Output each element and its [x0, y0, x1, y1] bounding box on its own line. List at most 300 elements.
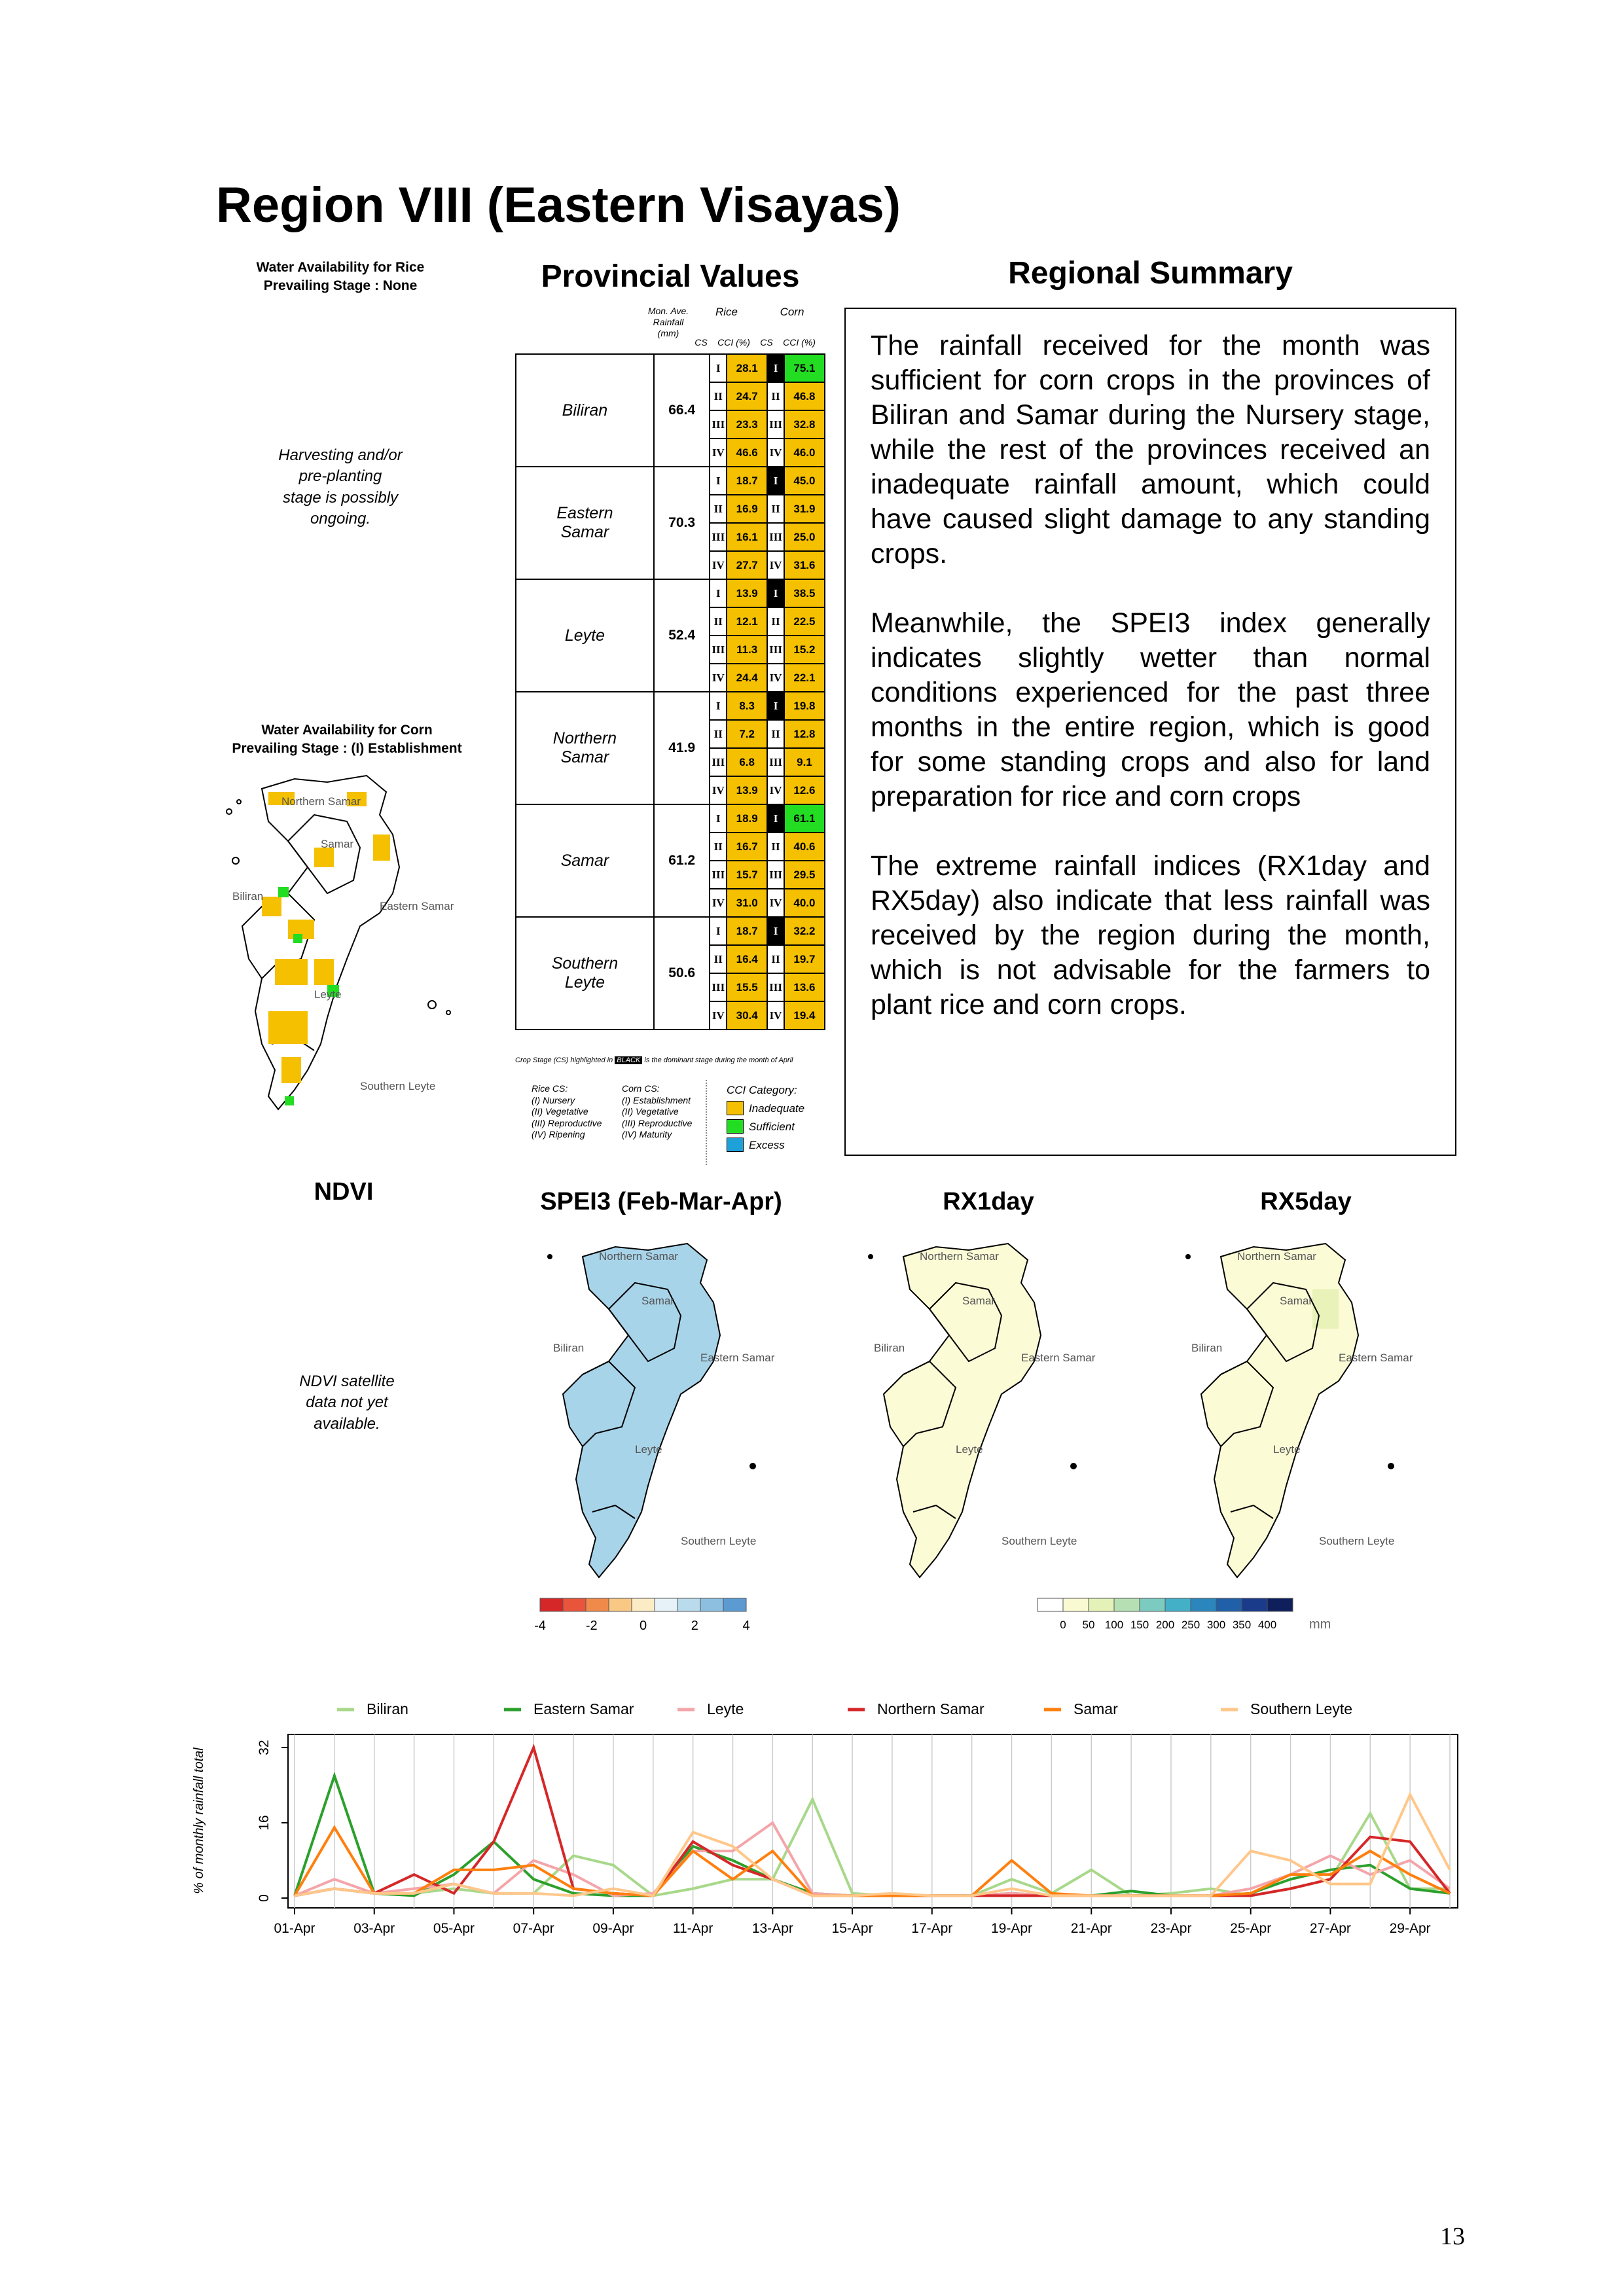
map-label-leyte: Leyte: [956, 1443, 983, 1456]
rice-cci: 16.9: [727, 495, 767, 523]
ndvi-note-line: data not yet: [306, 1393, 388, 1412]
spei-colour-scale: [533, 1597, 756, 1636]
islet: [1185, 1254, 1191, 1259]
spei-scale-label: -2: [585, 1619, 598, 1633]
monthly-rainfall: 66.4: [654, 354, 710, 467]
islet: [868, 1254, 873, 1259]
map-label-samar: Samar: [641, 1295, 675, 1307]
regional-summary-box: [844, 308, 1456, 1156]
corn-cci: 38.5: [784, 579, 825, 607]
map-label-eastern-samar: Eastern Samar: [1339, 1352, 1413, 1364]
map-label-biliran: Biliran: [553, 1342, 585, 1354]
x-tick-label: 01-Apr: [274, 1921, 316, 1936]
rainfall-col-header: [643, 306, 694, 338]
provincial-values-heading: Provincial Values: [541, 259, 800, 294]
province-name: [516, 467, 654, 579]
summary-paragraph: The rainfall received for the month was sufficient for corn crops in the provinces of Biliran and Samar during the Nursery stage, while the rest of the provinces received an inadequate rainfall amount, which could have caused slight damage to any standing crops.: [871, 330, 1430, 569]
patch: [293, 934, 302, 943]
legend-item: (I) Nursery: [532, 1094, 575, 1105]
map-label-leyte: Leyte: [314, 988, 342, 1001]
rice-cci: 16.7: [727, 833, 767, 861]
map-label-biliran: Biliran: [1191, 1342, 1223, 1354]
corn-crop-stage: IV: [767, 664, 784, 692]
spei-scale-swatch: [632, 1598, 655, 1611]
legend-item: (III) Reproductive: [622, 1117, 693, 1128]
region-outline: [242, 776, 399, 1109]
rx1day-map: [857, 1230, 1119, 1597]
corn-cci: 29.5: [784, 861, 825, 889]
province-name: [516, 917, 654, 1030]
corn-cci: 19.8: [784, 692, 825, 720]
corn-cci-header: CCI (%): [783, 337, 816, 348]
table-row: [516, 804, 825, 833]
x-tick-label: 09-Apr: [592, 1921, 634, 1936]
x-tick-label: 11-Apr: [672, 1921, 713, 1936]
patch: [314, 959, 334, 985]
map-label-southern-leyte: Southern Leyte: [681, 1535, 757, 1547]
rice-crop-stage: I: [710, 354, 727, 382]
table-footnote: [515, 1056, 825, 1064]
rice-cci: 24.7: [727, 382, 767, 410]
rice-crop-stage: III: [710, 636, 727, 664]
summary-paragraph: The extreme rainfall indices (RX1day and RX5day) also indicate that less rainfall was received by the region during the month, which is not advisable for the farmers to plant rice and corn crops.: [871, 850, 1430, 1020]
rx-scale-label: 150: [1130, 1619, 1149, 1631]
legend-divider: [706, 1080, 708, 1165]
rice-crop-stage: III: [710, 410, 727, 439]
rice-cci: 16.4: [727, 945, 767, 973]
rice-cci: 18.7: [727, 467, 767, 495]
map-label-biliran: Biliran: [874, 1342, 905, 1354]
rice-cci: 27.7: [727, 551, 767, 579]
rice-cci: 30.4: [727, 1001, 767, 1030]
map-label-northern-samar: Northern Samar: [281, 795, 361, 808]
rice-crop-stage: IV: [710, 664, 727, 692]
provincial-values-table: [515, 353, 825, 1030]
corn-water-availability-map: [216, 762, 478, 1136]
corn-cci: 61.1: [784, 804, 825, 833]
corn-cci: 19.4: [784, 1001, 825, 1030]
map-label-southern-leyte: Southern Leyte: [360, 1080, 436, 1092]
rice-crop-stage: II: [710, 945, 727, 973]
province-name: [516, 692, 654, 804]
islet: [446, 1011, 450, 1014]
corn-crop-stage: I: [767, 467, 784, 495]
map-label-samar: Samar: [321, 838, 354, 850]
spei-scale-swatch: [723, 1598, 746, 1611]
corn-crop-stage: III: [767, 861, 784, 889]
table-row: [516, 692, 825, 720]
y-tick-label: 32: [257, 1740, 272, 1755]
footnote-pre: Crop Stage (CS) highlighted in: [515, 1056, 613, 1064]
rx-scale-swatch: [1038, 1598, 1063, 1611]
rx-scale-label: 100: [1104, 1619, 1124, 1631]
rice-crop-stage: I: [710, 804, 727, 833]
patch: [314, 848, 334, 867]
x-tick-label: 25-Apr: [1230, 1921, 1272, 1936]
rice-crop-stage: I: [710, 579, 727, 607]
spei3-map: [537, 1230, 799, 1597]
province-name: [516, 804, 654, 917]
legend-item: (II) Vegetative: [532, 1106, 588, 1117]
corn-cci: 22.1: [784, 664, 825, 692]
corn-crop-stage: III: [767, 523, 784, 551]
x-tick-label: 21-Apr: [1070, 1921, 1112, 1936]
corn-cci: 12.6: [784, 776, 825, 804]
monthly-rainfall: 50.6: [654, 917, 710, 1030]
legend-label: Samar: [1074, 1700, 1118, 1717]
footnote-post: is the dominant stage during the month of April: [644, 1056, 793, 1064]
rice-crop-stage: II: [710, 495, 727, 523]
spei-scale-swatch: [677, 1598, 700, 1611]
rx-scale-label: 50: [1082, 1619, 1095, 1631]
rx1day-heading: RX1day: [943, 1188, 1034, 1215]
map-label-eastern-samar: Eastern Samar: [380, 900, 454, 912]
provincial-table-header: [515, 306, 825, 351]
rice-cci: 16.1: [727, 523, 767, 551]
corn-cci: 25.0: [784, 523, 825, 551]
legend-label: Leyte: [707, 1700, 744, 1717]
legend-label: Eastern Samar: [533, 1700, 634, 1717]
legend-item: (II) Vegetative: [622, 1106, 679, 1117]
rice-cci: 13.9: [727, 579, 767, 607]
rx-scale-swatch: [1267, 1598, 1293, 1611]
corn-heading-line1: Water Availability for Corn: [261, 723, 433, 738]
rx5day-heading: RX5day: [1260, 1188, 1352, 1215]
corn-cs-legend: [622, 1083, 707, 1141]
islet: [226, 809, 232, 814]
corn-crop-stage: I: [767, 692, 784, 720]
map-label-leyte: Leyte: [1273, 1443, 1301, 1456]
legend-item: (IV) Ripening: [532, 1129, 585, 1139]
rice-note-line: ongoing.: [310, 510, 371, 528]
rice-heading-line2: Prevailing Stage : None: [263, 278, 418, 294]
legend-item: (I) Establishment: [622, 1094, 691, 1105]
chart-legend: [337, 1700, 1352, 1717]
region-outline: [563, 1244, 720, 1577]
rice-cci: 7.2: [727, 720, 767, 748]
table-row: [516, 917, 825, 945]
summary-paragraph: Meanwhile, the SPEI3 index generally indicates slightly wetter than normal conditions experienced for the past three months in the entire region, which is good for some standing crops and also for land preparation for rice and corn crops: [871, 607, 1430, 812]
rice-cci: 15.5: [727, 973, 767, 1001]
chart-lines: [295, 1748, 1450, 1895]
rice-crop-stage: IV: [710, 889, 727, 917]
spei-heading: SPEI3 (Feb-Mar-Apr): [540, 1188, 782, 1215]
header-line: (mm): [657, 327, 679, 338]
cci-swatch-excess: [727, 1138, 744, 1152]
corn-cci: 19.7: [784, 945, 825, 973]
map-label-eastern-samar: Eastern Samar: [700, 1352, 775, 1364]
patch: [268, 1011, 308, 1044]
corn-crop-stage: II: [767, 607, 784, 636]
map-label-southern-leyte: Southern Leyte: [1319, 1535, 1395, 1547]
cci-item: [727, 1119, 831, 1134]
corn-cci: 9.1: [784, 748, 825, 776]
cci-swatch-sufficient: [727, 1119, 744, 1134]
rice-cci: 18.9: [727, 804, 767, 833]
region-outline: [884, 1244, 1041, 1577]
rice-cci: 12.1: [727, 607, 767, 636]
province-name-line: Samar: [560, 523, 609, 541]
corn-crop-stage: III: [767, 410, 784, 439]
rx-scale-label: 300: [1206, 1619, 1226, 1631]
corn-crop-stage: IV: [767, 439, 784, 467]
map-label-northern-samar: Northern Samar: [920, 1250, 999, 1263]
rx-scale-label: 200: [1155, 1619, 1175, 1631]
patch: [373, 834, 390, 861]
rice-note: [236, 445, 445, 530]
rice-cci: 28.1: [727, 354, 767, 382]
corn-cci: 46.8: [784, 382, 825, 410]
series-line-northern-samar: [295, 1748, 1450, 1895]
rice-crop-stage: IV: [710, 439, 727, 467]
legend-label: Biliran: [367, 1700, 408, 1717]
rice-cci: 15.7: [727, 861, 767, 889]
cci-legend: [727, 1083, 831, 1152]
x-tick-label: 03-Apr: [353, 1921, 395, 1936]
corn-crop-stage: I: [767, 804, 784, 833]
legend-title: Rice CS:: [532, 1083, 568, 1094]
rice-cci: 31.0: [727, 889, 767, 917]
corn-crop-stage: IV: [767, 1001, 784, 1030]
islet: [428, 1001, 436, 1009]
rice-crop-stage: III: [710, 861, 727, 889]
corn-cci: 12.8: [784, 720, 825, 748]
patch: [278, 887, 289, 897]
rice-cci: 24.4: [727, 664, 767, 692]
rice-crop-stage: II: [710, 382, 727, 410]
spei-scale-label: 2: [691, 1619, 698, 1633]
corn-crop-stage: I: [767, 579, 784, 607]
rx-scale-swatch: [1089, 1598, 1114, 1611]
rice-crop-stage: IV: [710, 1001, 727, 1030]
corn-cci: 31.6: [784, 551, 825, 579]
spei-scale-label: -4: [534, 1619, 546, 1633]
cci-swatch-inadequate: [727, 1101, 744, 1115]
monthly-rainfall: 41.9: [654, 692, 710, 804]
header-line: Mon. Ave.: [647, 306, 689, 316]
x-tick-label: 15-Apr: [831, 1921, 873, 1936]
rice-cci: 11.3: [727, 636, 767, 664]
corn-crop-stage: II: [767, 720, 784, 748]
table-row: [516, 354, 825, 382]
corn-crop-stage: I: [767, 917, 784, 945]
rx-scale-swatch: [1216, 1598, 1242, 1611]
cci-label: Inadequate: [749, 1102, 805, 1115]
x-tick-label: 07-Apr: [513, 1921, 554, 1936]
corn-crop-stage: III: [767, 748, 784, 776]
corn-cci: 46.0: [784, 439, 825, 467]
ndvi-heading: NDVI: [314, 1178, 374, 1206]
spei-scale-swatch: [540, 1598, 563, 1611]
cci-label: Excess: [749, 1138, 785, 1151]
x-tick-label: 23-Apr: [1150, 1921, 1192, 1936]
rice-col-header: Rice: [715, 306, 738, 318]
x-tick-label: 27-Apr: [1309, 1921, 1351, 1936]
corn-crop-stage: III: [767, 973, 784, 1001]
rx-scale-swatch: [1242, 1598, 1267, 1611]
corn-heading-line2: Prevailing Stage : (I) Establishment: [232, 741, 462, 757]
y-tick-label: 16: [257, 1815, 272, 1831]
x-tick-label: 13-Apr: [751, 1921, 793, 1936]
spei-scale-swatch: [700, 1598, 723, 1611]
province-name-line: Eastern: [556, 504, 613, 522]
patch: [281, 1057, 301, 1083]
corn-cci: 31.9: [784, 495, 825, 523]
corn-heading: [196, 721, 497, 759]
corn-crop-stage: II: [767, 945, 784, 973]
spei-scale-swatch: [586, 1598, 609, 1611]
patch: [262, 897, 281, 916]
map-label-samar: Samar: [962, 1295, 996, 1307]
islet: [232, 857, 239, 864]
corn-map-shapes: [226, 776, 450, 1109]
legend-label: Northern Samar: [877, 1700, 984, 1717]
corn-cci: 22.5: [784, 607, 825, 636]
x-tick-label: 29-Apr: [1389, 1921, 1431, 1936]
rice-crop-stage: I: [710, 467, 727, 495]
rice-cci: 8.3: [727, 692, 767, 720]
spei-scale-label: 4: [742, 1619, 750, 1633]
corn-crop-stage: IV: [767, 889, 784, 917]
province-name-line: Samar: [560, 748, 609, 766]
rice-crop-stage: III: [710, 748, 727, 776]
regional-summary-heading: Regional Summary: [1008, 256, 1293, 291]
series-line-eastern-samar: [295, 1776, 1450, 1895]
monthly-rainfall: 70.3: [654, 467, 710, 579]
corn-cci: 13.6: [784, 973, 825, 1001]
rx-scale-label: 350: [1232, 1619, 1252, 1631]
legend-label: Southern Leyte: [1250, 1700, 1353, 1717]
rice-cci: 46.6: [727, 439, 767, 467]
corn-cs-header: CS: [760, 337, 773, 348]
rice-cs-legend: [532, 1083, 604, 1141]
islet: [237, 800, 241, 804]
map-label-eastern-samar: Eastern Samar: [1021, 1352, 1096, 1364]
table-row: [516, 579, 825, 607]
footnote-black: BLACK: [615, 1056, 642, 1064]
cci-item: [727, 1101, 831, 1115]
islet: [1388, 1463, 1394, 1469]
rice-crop-stage: II: [710, 607, 727, 636]
x-tick-label: 05-Apr: [433, 1921, 475, 1936]
rice-heading: [203, 259, 478, 296]
corn-crop-stage: II: [767, 495, 784, 523]
corn-crop-stage: IV: [767, 776, 784, 804]
corn-crop-stage: II: [767, 833, 784, 861]
y-axis-label: % of monthly rainfall total: [192, 1748, 206, 1894]
province-name: [516, 579, 654, 692]
islet: [547, 1254, 552, 1259]
patch: [285, 1096, 294, 1105]
corn-crop-stage: III: [767, 636, 784, 664]
rx5day-map: [1175, 1230, 1437, 1597]
rice-crop-stage: I: [710, 692, 727, 720]
rice-cci: 13.9: [727, 776, 767, 804]
cci-label: Sufficient: [749, 1120, 795, 1133]
rx-scale-swatch: [1114, 1598, 1140, 1611]
page-title: Region VIII (Eastern Visayas): [216, 177, 901, 233]
map-label-southern-leyte: Southern Leyte: [1001, 1535, 1077, 1547]
corn-col-header: Corn: [780, 306, 804, 318]
page-number: 13: [1440, 2223, 1465, 2250]
ndvi-note: [255, 1371, 439, 1435]
corn-cci: 15.2: [784, 636, 825, 664]
corn-cci: 40.0: [784, 889, 825, 917]
cci-item: [727, 1138, 831, 1152]
rice-crop-stage: I: [710, 917, 727, 945]
islet: [749, 1463, 756, 1469]
rice-crop-stage: II: [710, 833, 727, 861]
map-label-samar: Samar: [1280, 1295, 1313, 1307]
rice-note-line: pre-planting: [298, 467, 382, 486]
rice-crop-stage: II: [710, 720, 727, 748]
rice-cci-header: CCI (%): [717, 337, 750, 348]
map-label-northern-samar: Northern Samar: [1237, 1250, 1316, 1263]
daily-rainfall-chart: [190, 1685, 1473, 1973]
rice-crop-stage: III: [710, 973, 727, 1001]
province-name-line: Leyte: [564, 626, 605, 645]
header-line: Rainfall: [653, 316, 684, 327]
x-tick-label: 17-Apr: [911, 1921, 953, 1936]
corn-cci: 45.0: [784, 467, 825, 495]
province-name-line: Northern: [552, 729, 617, 747]
x-tick-label: 19-Apr: [991, 1921, 1033, 1936]
rx-scale-unit: mm: [1309, 1617, 1331, 1632]
legend-title: CCI Category:: [727, 1084, 797, 1096]
corn-crop-stage: I: [767, 354, 784, 382]
rx-colour-scale: [1034, 1597, 1335, 1636]
map-label-northern-samar: Northern Samar: [599, 1250, 678, 1263]
rice-cci: 18.7: [727, 917, 767, 945]
spei-scale-label: 0: [639, 1619, 647, 1633]
rx-scale-swatch: [1191, 1598, 1216, 1611]
corn-crop-stage: II: [767, 382, 784, 410]
monthly-rainfall: 61.2: [654, 804, 710, 917]
monthly-rainfall: 52.4: [654, 579, 710, 692]
corn-cci: 40.6: [784, 833, 825, 861]
ndvi-note-line: available.: [314, 1414, 380, 1433]
chart-axes: [257, 1740, 1431, 1936]
y-tick-label: 0: [257, 1894, 272, 1902]
islet: [1070, 1463, 1077, 1469]
rice-cci: 23.3: [727, 410, 767, 439]
ndvi-note-line: NDVI satellite: [299, 1372, 395, 1390]
rice-cci: 6.8: [727, 748, 767, 776]
rice-heading-line1: Water Availability for Rice: [256, 260, 425, 275]
rice-note-line: Harvesting and/or: [278, 446, 403, 464]
spei-scale-swatch: [655, 1598, 677, 1611]
rx-scale-swatch: [1165, 1598, 1191, 1611]
legend-title: Corn CS:: [622, 1083, 660, 1094]
province-name-line: Leyte: [564, 973, 605, 992]
spei-scale-swatch: [563, 1598, 586, 1611]
rice-note-line: stage is possibly: [282, 488, 399, 507]
rice-crop-stage: IV: [710, 776, 727, 804]
province-name-line: Southern: [551, 954, 619, 973]
rx-scale-label: 250: [1181, 1619, 1200, 1631]
rice-crop-stage: III: [710, 523, 727, 551]
corn-cci: 75.1: [784, 354, 825, 382]
corn-cci: 32.2: [784, 917, 825, 945]
rx-scale-swatch: [1063, 1598, 1089, 1611]
corn-cci: 32.8: [784, 410, 825, 439]
province-name-line: Samar: [560, 851, 609, 870]
map-label-biliran: Biliran: [232, 890, 264, 903]
map-label-leyte: Leyte: [635, 1443, 662, 1456]
rice-crop-stage: IV: [710, 551, 727, 579]
rx-scale-label: 0: [1060, 1619, 1066, 1631]
province-name: [516, 354, 654, 467]
